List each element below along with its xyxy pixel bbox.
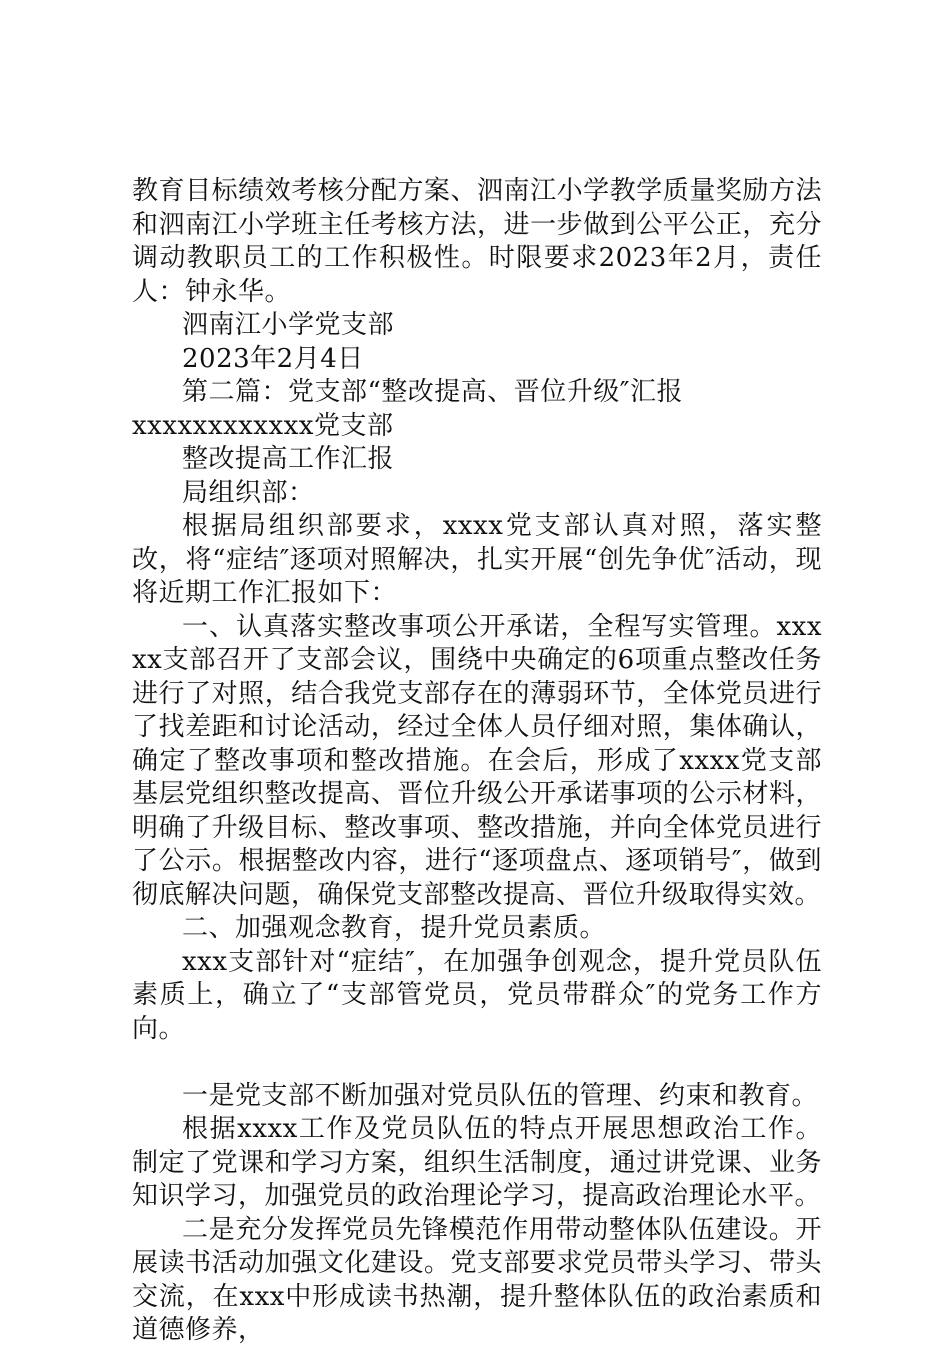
- document-body: [132, 175, 822, 1348]
- paragraph-subitem-two: 二是充分发挥党员先锋模范作用带动整体队伍建设。开展读书活动加强文化建设。党支部要求党员带头学习、带头交流，在xxx中形成读书热潮，提升整体队伍的政治素质和道德修养，: [132, 1214, 822, 1345]
- paragraph-subitem-one: 根据xxxx工作及党员队伍的特点开展思想政治工作。制定了党课和学习方案，组织生活制度，通过讲党课、业务知识学习，加强党员的政治理论学习，提高政治理论水平。: [132, 1114, 822, 1211]
- paragraph-item-one: 一、认真落实整改事项公开承诺，全程写实管理。xxxxx支部召开了支部会议，围绕中央确定的6项重点整改任务进行了对照，结合我党支部存在的薄弱环节，全体党员进行了找差距和讨论活动，经过全体人员仔细对照，集体确认，确定了整改事项和整改措施。在会后，形成了xxxx党支部基层党组织整改提高、晋位升级公开承诺事项的公示材料，明确了升级目标、整改事项、整改措施，并向全体党员进行了公示。根据整改内容，进行“逐项盘点、逐项销号″，做到彻底解决问题，确保党支部整改提高、晋位升级取得实效。: [132, 611, 822, 910]
- report-organization: xxxxxxxxxxxx党支部: [132, 410, 394, 441]
- signature-date: 2023年2月4日: [182, 343, 364, 374]
- blank-line: [132, 1046, 822, 1080]
- paragraph-item-two: xxx支部针对“症结″，在加强争创观念，提升党员队伍素质上，确立了“支部管党员，党员带群众″的党务工作方向。: [132, 946, 822, 1044]
- paragraph-closing-text: 教育目标绩效考核分配方案、泗南江小学教学质量奖励方法和泗南江小学班主任考核方法，进一步做到公平公正，充分调动教职员工的工作积极性。时限要求2023年2月，责任人：钟永华。: [132, 176, 822, 307]
- section-title: 第二篇：党支部“整改提高、晋位升级″汇报: [182, 377, 684, 407]
- paragraph-intro: 根据局组织部要求，xxxx党支部认真对照，落实整改，将“症结″逐项对照解决，扎实开展“创先争优″活动，现将近期工作汇报如下：: [132, 511, 822, 608]
- subheading-one: 一是党支部不断加强对党员队伍的管理、约束和教育。: [182, 1080, 819, 1111]
- salutation: 局组织部：: [182, 477, 315, 508]
- report-title: 整改提高工作汇报: [182, 444, 395, 474]
- heading-item-two: 二、加强观念教育，提升党员素质。: [182, 913, 607, 943]
- signature-organization: 泗南江小学党支部: [182, 310, 395, 340]
